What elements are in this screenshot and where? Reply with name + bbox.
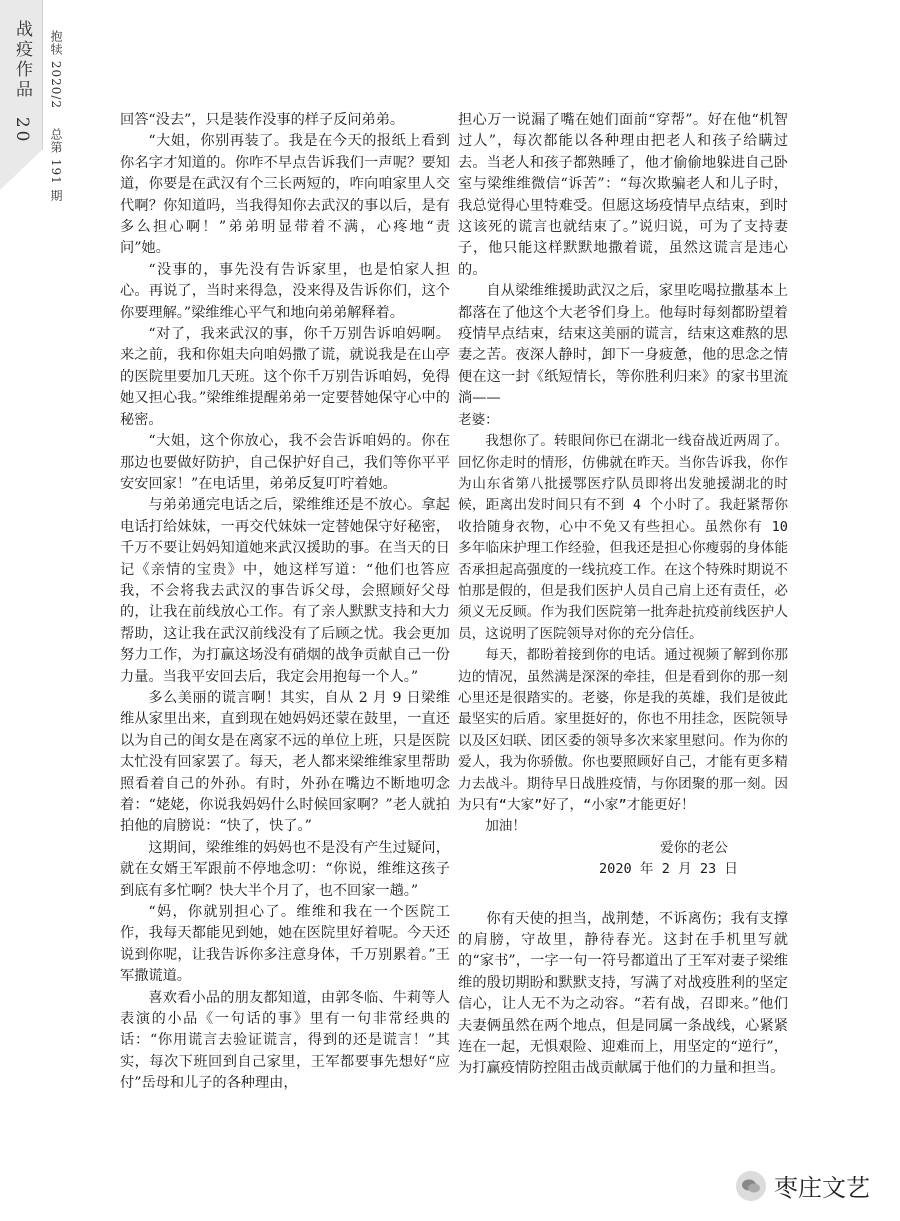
paragraph: 加油！ [485,818,526,835]
letter-signature: 爱你的老公 [660,839,728,856]
watermark [736,1168,870,1203]
paragraph: 担心万一说漏了嘴在她们面前“穿帮”。好在他“机智过人”，每次都能以各种理由把老人和孩子给瞒过去。当老人和孩子都熟睡了，他才偷偷地躲进自己卧室与梁维维微信“诉苦”：“每次欺骗老人和儿子时，我总觉得心里特难受。但愿这场疫情早点结束，到时这该死的谎言也就结束了。”说归说，可为了支持妻子，他只能这样默默地撒着谎，虽然这谎言是违心的。 [458,112,788,278]
letter [458,410,788,881]
letter-date: 2020 年 2 月 23 日 [599,861,738,878]
wechat-icon [736,1171,766,1201]
left-column [120,110,450,1095]
paragraph: 每天，都盼着接到你的电话。通过视频了解到你那边的情况，虽然满是深深的牵挂，但是看到你的那一刻心里还是很踏实的。老婆，你是我的英雄，我们是彼此最坚实的后盾。家里挺好的，你也不用挂念，医院领导以及区妇联、团区委的领导多次来家里慰问。作为你的爱人，我为你骄傲。你也要照顾好自己，才能有更多精力去战斗。期待早日战胜疫情，与你团聚的那一刻。因为只有“大家”好了，“小家”才能更好！ [458,647,788,813]
total-issue-label: 总第 191 期 [49,127,63,203]
paragraph: 自从梁维维援助武汉之后，家里吃喝拉撒基本上都落在了他这个大老爷们身上。他每时每刻都盼望着疫情早点结束，结束这美丽的谎言，结束这难熬的思妻之苦。夜深人静时，卸下一身疲惫，他的思念之情便在这一封《纸短情长，等你胜利归来》的家书里流淌—— [458,283,788,407]
section-tab [0,0,43,150]
paragraph: 回答“没去”，只是装作没事的样子反问弟弟。 [120,112,405,128]
paragraph: 多么美丽的谎言啊！其实，自从 2 月 9 日梁维维从家里出来，直到现在她妈妈还蒙在鼓里，一直还以为自己的闺女是在离家不远的单位上班，只是医院太忙没有回家罢了。每天，老人都来梁维维家里帮助照看着自己的外孙。有时，外孙在嘴边不断地叨念着：“姥姥，你说我妈妈什么时候回家啊？”老人就拍拍他的肩膀说：“快了，快了。” [120,689,450,835]
paragraph: 这期间，梁维维的妈妈也不是没有产生过疑问，就在女婿王军跟前不停地念叨：“你说，维维这孩子到底有多忙啊？快大半个月了，也不回家一趟。” [120,839,450,899]
paragraph: “对了，我来武汉的事，你千万别告诉咱妈啊。来之前，我和你姐夫向咱妈撒了谎，就说我是在山亭的医院里要加几天班。这个你千万别告诉咱妈，免得她又担心我。”梁维维提醒弟弟一定要替她保守心中的秘密。 [120,326,450,428]
page-number: 20 [12,116,32,145]
paragraph: “大姐，这个你放心，我不会告诉咱妈的。你在那边也要做好防护，自己保护好自己，我们等你平平安安回家！”在电话里，弟弟反复叮咛着她。 [120,433,450,492]
right-column [458,110,788,1080]
closing-paragraph: 你有天使的担当，战荆楚，不诉离伤；我有支撑的肩膀，守故里，静待春光。这封在手机里写就的“家书”，一字一句一符号都道出了王军对妻子梁维维的殷切期盼和默默支持，写满了对战疫胜利的坚定信心，让人无不为之动容。“若有战，召即来。”他们夫妻俩虽然在两个地点，但是同属一条战线，心紧紧连在一起，无惧艰险、迎难而上，用坚定的“逆行”，为打赢疫情防控阻击战贡献属于他们的力量和担当。 [458,910,788,1077]
paragraph: “妈，你就别担心了。维维和我在一个医院工作，我每天都能见到她，她在医院里好着呢。今天还说到你呢，让我告诉你多注意身体，千万别累着。”王军撒谎道。 [120,904,450,985]
paragraph: 我想你了。转眼间你已在湖北一线奋战近两周了。回忆你走时的情形，仿佛就在昨天。当你告诉我，你作为山东省第八批援鄂医疗队员即将出发驰援湖北的时候，距离出发时间只有不到 4 个小时了。我赶紧帮你收拾随身衣物，心中不免又有些担心。虽然你有 10 多年临床护理工作经验，但我还是担心你瘦弱的身体能否承担起高强度的一线抗疫工作。在这个特殊时期说不怕那是假的，但是我们医护人员自己肩上还有责任，必须义无反顾。作为我们医院第一批奔赴抗疫前线医护人员，这说明了医院领导对你的充分信任。 [458,433,788,642]
issue-info [48,30,65,216]
paragraph: 喜欢看小品的朋友都知道，由郭冬临、牛莉等人表演的小品《一句话的事》里有一句非常经典的话：“你用谎言去验证谎言，得到的还是谎言！”其实，每次下班回到自己家里，王军都要事先想好“应付”岳母和儿子的各种理由， [120,989,450,1092]
paragraph: “大姐，你别再装了。我是在今天的报纸上看到你名字才知道的。你咋不早点告诉我们一声呢？要知道，你要是在武汉有个三长两短的，咋向咱家里人交代啊？你知道吗，当我得知你去武汉的事以后，是有多么担心啊！”弟弟明显带着不满，心疼地“责问”她。 [120,133,450,257]
paragraph: “没事的，事先没有告诉家里，也是怕家人担心。再说了，当时来得急，没来得及告诉你们，这个你要理解。”梁维维心平气和地向弟弟解释着。 [120,261,450,321]
watermark-text: 枣庄文艺 [774,1174,870,1202]
section-title: 战疫作品 20 [12,20,32,145]
issue-label: 抱犊 2020/2 [49,30,63,110]
letter-greeting: 老婆： [458,411,499,428]
paragraph: 与弟弟通完电话之后，梁维维还是不放心。拿起电话打给妹妹，一再交代妹妹一定替她保守好秘密，千万不要让妈妈知道她来武汉援助的事。在当天的日记《亲情的宝贵》中，她这样写道：“他们也答应我，不会将我去武汉的事告诉父母，会照顾好父母的，让我在前线放心工作。有了亲人默默支持和大力帮助，这让我在武汉前线没有了后顾之忧。我会更加努力工作，为打赢这场没有硝烟的战争贡献自己一份力量。当我平安回去后，我定会用抱每一个人。” [120,497,450,685]
